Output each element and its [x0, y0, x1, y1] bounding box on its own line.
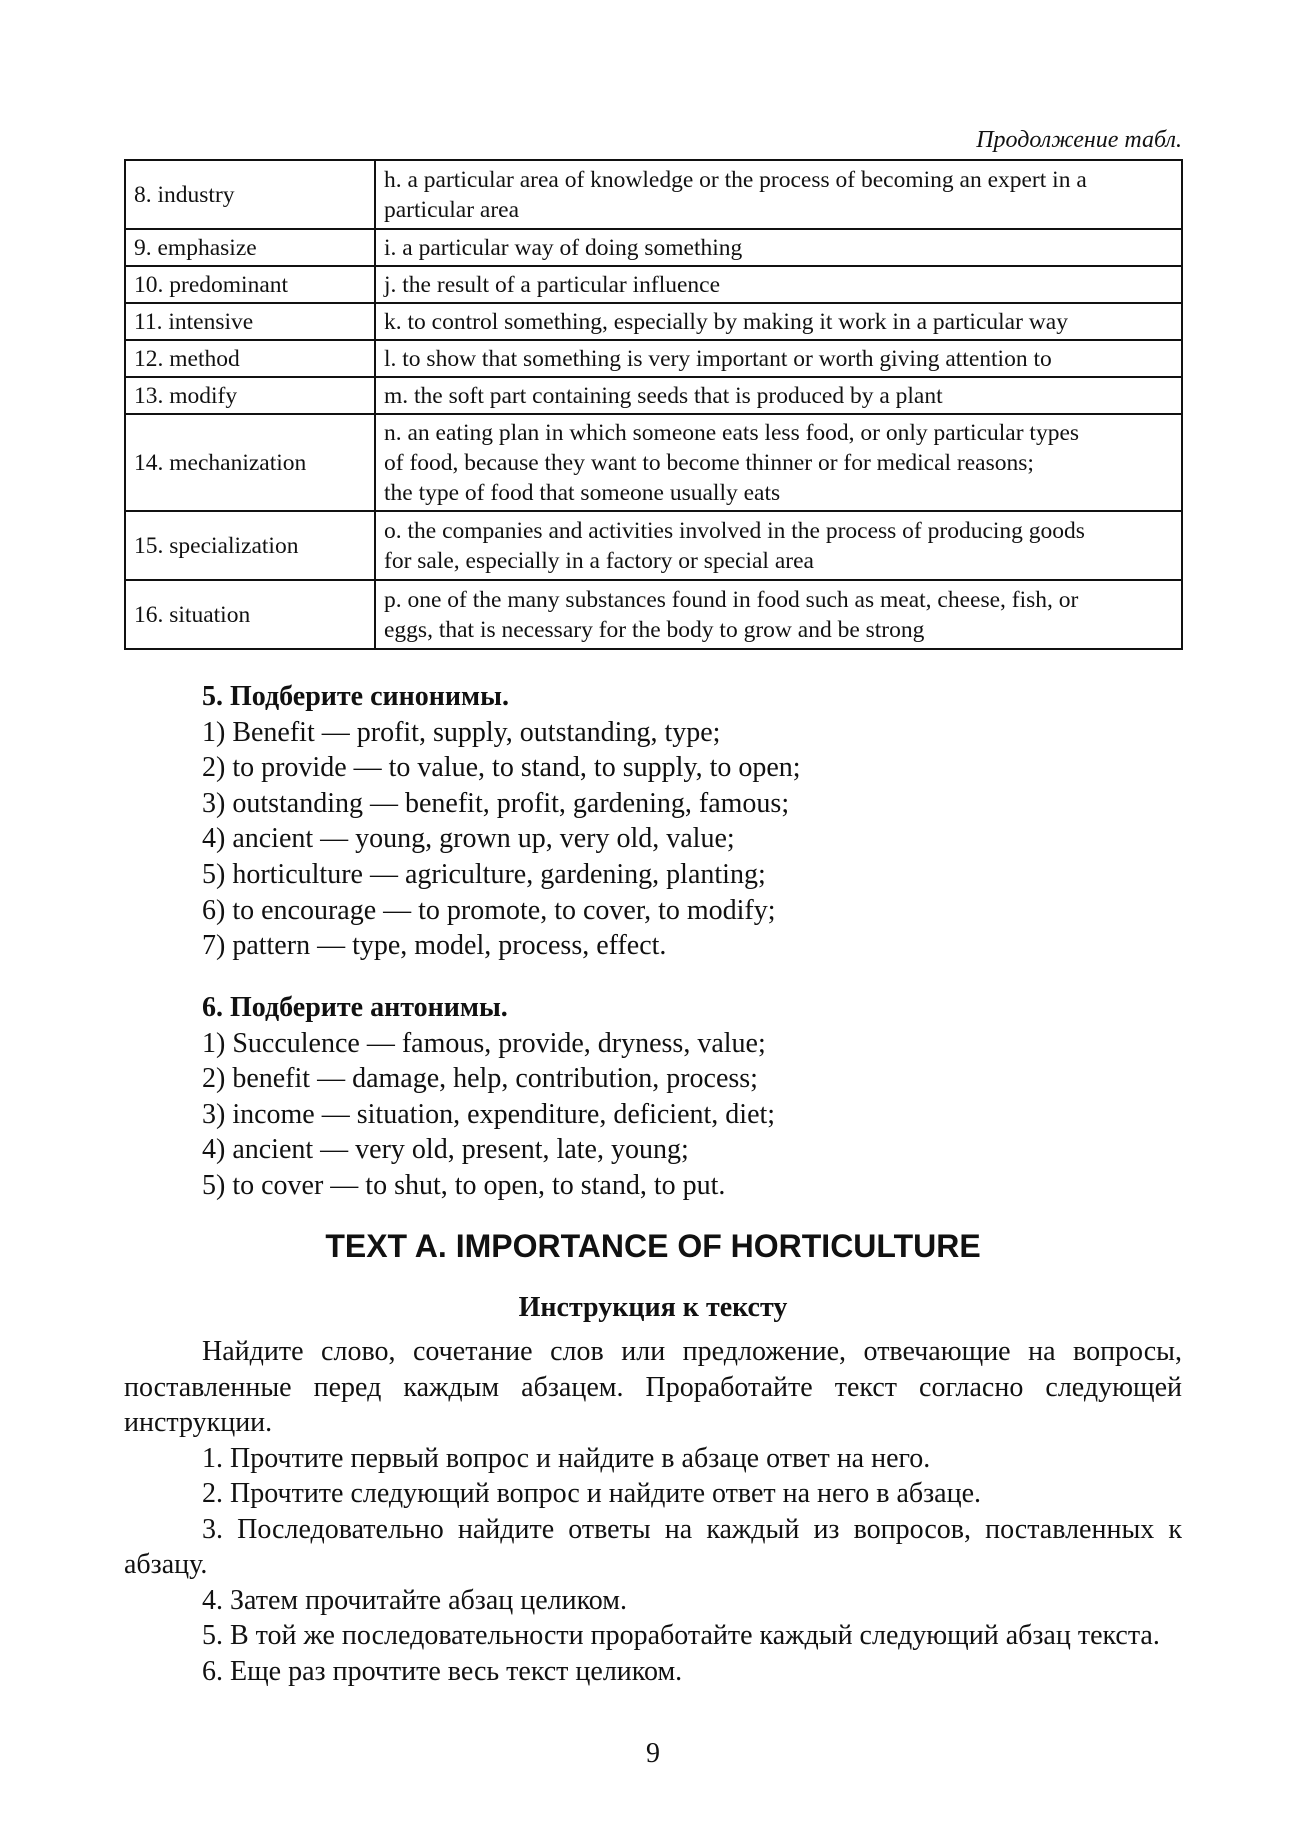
list-item: 2) to provide — to value, to stand, to supply, to open;	[202, 752, 801, 784]
table-continuation-caption: Продолжение табл.	[976, 127, 1182, 153]
definition-line: n. an eating plan in which someone eats less food, or only particular types	[384, 419, 1080, 446]
term-cell: 9. emphasize	[125, 229, 375, 266]
definition-cell	[375, 229, 1182, 266]
table-row	[125, 340, 1182, 377]
definition-cell	[375, 377, 1182, 414]
term-cell: 10. predominant	[125, 266, 375, 303]
table-row	[125, 266, 1182, 303]
list-item: 4) ancient — young, grown up, very old, value;	[202, 823, 735, 855]
list-item: 6) to encourage — to promote, to cover, to modify;	[202, 894, 776, 926]
definition-line: for sale, especially in a factory or special area	[384, 547, 814, 574]
exercise-6-antonyms	[202, 990, 775, 1204]
list-item: 1) Succulence — famous, provide, dryness, value;	[202, 1027, 766, 1059]
definition-line: m. the soft part containing seeds that is produced by a plant	[384, 382, 943, 409]
definition-line: h. a particular area of knowledge or the process of becoming an expert in a	[384, 166, 1087, 193]
table-row	[125, 160, 1182, 229]
instruction-title: Инструкция к тексту	[518, 1292, 788, 1323]
definition-line: k. to control something, especially by making it work in a particular way	[384, 308, 1068, 335]
list-item: 2) benefit — damage, help, contribution, process;	[202, 1063, 758, 1095]
term-cell: 12. method	[125, 340, 375, 377]
definition-line: l. to show that something is very important or worth giving attention to	[384, 345, 1052, 372]
term-cell: 13. modify	[125, 377, 375, 414]
term-cell: 8. industry	[125, 160, 375, 229]
term-cell: 14. mechanization	[125, 414, 375, 511]
list-item: 3) outstanding — benefit, profit, gardening, famous;	[202, 787, 790, 819]
definition-cell	[375, 511, 1182, 580]
definition-line: p. one of the many substances found in food such as meat, cheese, fish, or	[384, 586, 1079, 613]
term-cell: 11. intensive	[125, 303, 375, 340]
table-row	[125, 229, 1182, 266]
paragraph: 4. Затем прочитайте абзац целиком.	[202, 1584, 627, 1616]
paragraph: 1. Прочтите первый вопрос и найдите в абзаце ответ на него.	[202, 1442, 931, 1474]
instruction-body	[124, 1334, 1182, 1689]
paragraph: 6. Еще раз прочтите весь текст целиком.	[202, 1655, 683, 1687]
exercise-5-synonyms	[202, 679, 801, 964]
page-number: 9	[646, 1738, 660, 1769]
definition-cell	[375, 266, 1182, 303]
exercise-heading: 5. Подберите синонимы.	[202, 681, 509, 712]
definition-cell	[375, 160, 1182, 229]
definition-line: o. the companies and activities involved in the process of producing goods	[384, 517, 1085, 544]
text-a-title: TEXT A. IMPORTANCE OF HORTICULTURE	[325, 1228, 981, 1264]
list-item: 5) horticulture — agriculture, gardening, planting;	[202, 858, 766, 890]
definition-line: particular area	[384, 196, 520, 223]
paragraph: Найдите слово, сочетание слов или предложение, отвечающие на вопросы, поставленные перед каждым абзацем. Проработайте текст согласно следующей инструкции.	[124, 1336, 1182, 1438]
list-item: 1) Benefit — profit, supply, outstanding, type;	[202, 716, 721, 748]
definition-line: j. the result of a particular influence	[384, 271, 721, 298]
list-item: 7) pattern — type, model, process, effect.	[202, 930, 667, 962]
definition-line: i. a particular way of doing something	[384, 234, 743, 261]
vocabulary-table	[124, 159, 1183, 650]
paragraph: 2. Прочтите следующий вопрос и найдите ответ на него в абзаце.	[202, 1478, 982, 1509]
table-row	[125, 511, 1182, 580]
table-row	[125, 414, 1182, 511]
exercise-heading: 6. Подберите антонимы.	[202, 992, 508, 1023]
table-row	[125, 377, 1182, 414]
paragraph: 5. В той же последовательности проработайте каждый следующий абзац текста.	[202, 1620, 1160, 1651]
definition-line: the type of food that someone usually eats	[384, 479, 781, 506]
term-cell: 16. situation	[125, 580, 375, 649]
term-cell: 15. specialization	[125, 511, 375, 580]
definition-line: eggs, that is necessary for the body to grow and be strong	[384, 616, 925, 643]
definition-cell	[375, 580, 1182, 649]
definition-cell	[375, 303, 1182, 340]
definition-line: of food, because they want to become thinner or for medical reasons;	[384, 449, 1034, 476]
definition-cell	[375, 340, 1182, 377]
list-item: 5) to cover — to shut, to open, to stand, to put.	[202, 1169, 726, 1201]
definition-cell	[375, 414, 1182, 511]
list-item: 3) income — situation, expenditure, deficient, diet;	[202, 1098, 776, 1130]
list-item: 4) ancient — very old, present, late, young;	[202, 1134, 689, 1166]
paragraph: 3. Последовательно найдите ответы на каждый из вопросов, поставленных к абзацу.	[124, 1513, 1182, 1580]
table-row	[125, 580, 1182, 649]
table-row	[125, 303, 1182, 340]
